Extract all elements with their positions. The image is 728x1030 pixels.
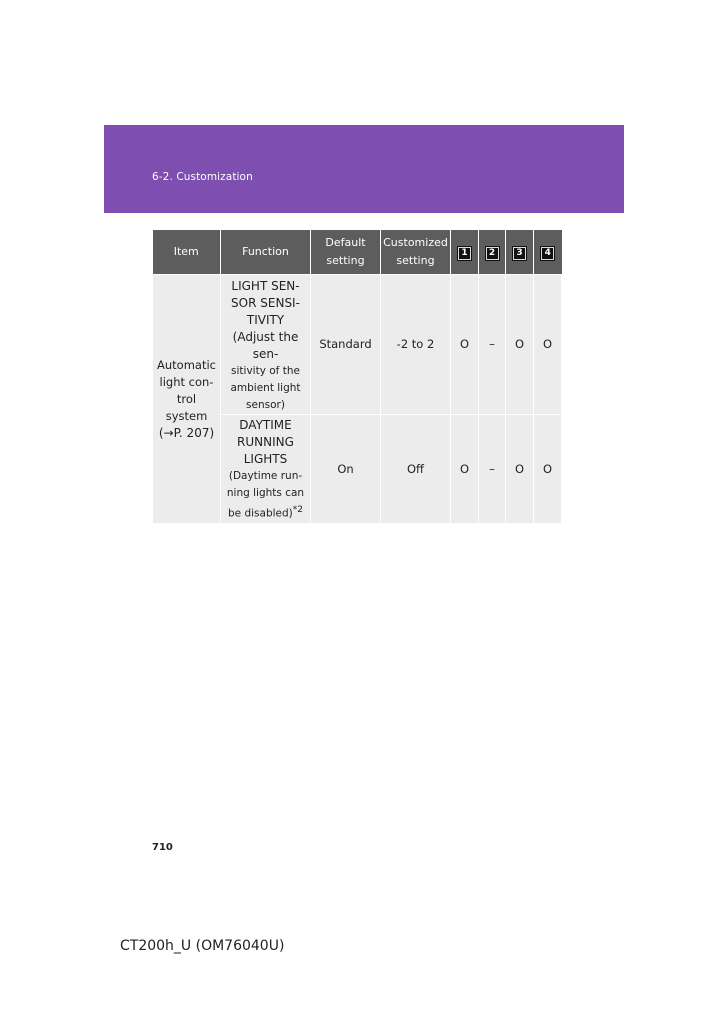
function-name: SOR SENSI- bbox=[231, 296, 300, 310]
item-line: trol system bbox=[165, 391, 208, 423]
function-description: ambient light bbox=[230, 382, 301, 394]
method-4-cell: O bbox=[534, 275, 562, 415]
header-method-3 bbox=[506, 230, 534, 275]
function-name: RUNNING bbox=[237, 435, 294, 450]
item-line: light con- bbox=[159, 374, 214, 389]
function-description: ning lights can bbox=[226, 487, 305, 500]
function-name: LIGHTS bbox=[243, 452, 288, 467]
customized-setting-cell: -2 to 2 bbox=[381, 275, 451, 415]
method-4-icon: 4 bbox=[541, 247, 554, 260]
method-3-icon: 3 bbox=[513, 247, 526, 260]
method-2-cell: – bbox=[479, 275, 506, 415]
method-1-icon: 1 bbox=[458, 247, 471, 260]
function-description-text: be disabled) bbox=[228, 507, 293, 520]
function-cell bbox=[221, 275, 311, 415]
method-4-cell: O bbox=[534, 415, 562, 524]
section-title: 6-2. Customization bbox=[152, 171, 253, 183]
method-1-cell: O bbox=[451, 275, 479, 415]
method-3-cell: O bbox=[506, 275, 534, 415]
header-method-2 bbox=[479, 230, 506, 275]
function-name: DAYTIME bbox=[239, 418, 292, 433]
item-line: Automatic bbox=[157, 357, 216, 372]
function-cell bbox=[221, 415, 311, 524]
header-customized-setting: Customized setting bbox=[381, 230, 451, 275]
method-1-cell: O bbox=[451, 415, 479, 524]
method-3-cell: O bbox=[506, 415, 534, 524]
section-header-band bbox=[104, 125, 624, 213]
function-description bbox=[224, 502, 307, 523]
header-method-4 bbox=[534, 230, 562, 275]
function-description: (Daytime run- bbox=[228, 470, 303, 483]
function-description: (Adjust the sen- bbox=[232, 330, 299, 361]
function-description: sensor) bbox=[246, 399, 285, 411]
default-setting-cell: On bbox=[311, 415, 381, 524]
item-cell bbox=[153, 275, 221, 524]
footnote-marker: *2 bbox=[292, 505, 303, 516]
method-2-cell: – bbox=[479, 415, 506, 524]
default-setting-cell: Standard bbox=[311, 275, 381, 415]
page-number: 710 bbox=[152, 842, 173, 853]
customization-table bbox=[152, 230, 562, 524]
function-name: LIGHT SEN- bbox=[231, 279, 300, 293]
header-method-1 bbox=[451, 230, 479, 275]
table-header-row bbox=[153, 230, 562, 275]
customized-setting-cell: Off bbox=[381, 415, 451, 524]
function-description: sitivity of the bbox=[231, 365, 300, 377]
header-item: Item bbox=[153, 230, 221, 275]
item-page-reference: (→P. 207) bbox=[158, 425, 215, 440]
header-function: Function bbox=[221, 230, 311, 275]
method-2-icon: 2 bbox=[486, 247, 499, 260]
table-row bbox=[153, 275, 562, 415]
footer-model-code: CT200h_U (OM76040U) bbox=[120, 938, 285, 954]
function-name: TIVITY bbox=[246, 313, 285, 327]
header-default-setting: Default setting bbox=[311, 230, 381, 275]
